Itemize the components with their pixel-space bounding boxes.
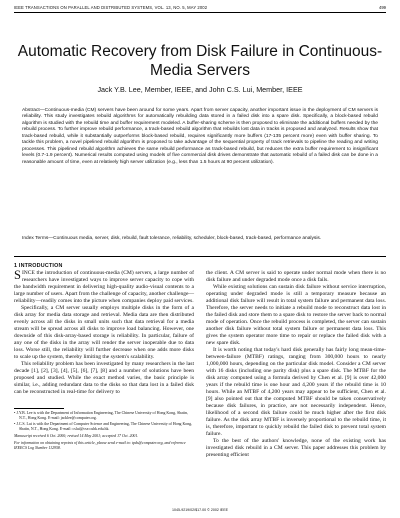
journal-header: IEEE TRANSACTIONS ON PARALLEL AND DISTRIBUTED SYSTEMS, VOL. 13, NO. 5, MAY 2002 bbox=[14, 5, 208, 10]
intro-paragraph-1-text: INCE the introduction of continuous-media (CM) servers, a large number of researchers have investigated ways to improve server capacity to cope with the bandwidth requirement in delivering high-quality audio-visual contents to a large number of users. Apart from the challenge of capacity, another challenge—reliability—readily comes into the picture when companies deploy paid services. bbox=[14, 270, 194, 304]
intro-paragraph-1 bbox=[14, 270, 194, 305]
section-rule bbox=[14, 256, 386, 257]
footnote-rule bbox=[14, 408, 64, 409]
intro-paragraph-3: This reliability problem has been investigated by many researchers in the last decade [1], [2], [3], [4], [5], [6], [7], [8] and a number of solutions have been proposed and studied. While the exact method varies, the basic principle is similar, i.e., adding redundant data to the disks so that data lost in a failed disk can be reconstructed in real-time for delivery to bbox=[14, 361, 194, 395]
section-heading: 1 INTRODUCTION bbox=[14, 263, 63, 269]
left-column bbox=[14, 270, 194, 396]
index-terms: Index Terms—Continuous media, server, disk, rebuild, fault tolerance, reliability, scheduler, block-based, track-based, performance analysis. bbox=[22, 236, 322, 241]
reprints-note: For information on obtaining reprints of this article, please send e-mail to: tpds@computer.org, and reference IEEECS Log Number 112958. bbox=[14, 440, 186, 450]
manuscript-note: Manuscript received 6 Oct. 2000; revised 14 May 2001; accepted 17 Oct. 2001. bbox=[14, 433, 139, 438]
header-rule bbox=[14, 12, 386, 13]
copyright-line: 1045-9219/02/$17.00 © 2002 IEEE bbox=[172, 508, 228, 512]
footnotes bbox=[14, 411, 194, 451]
intro-paragraph-5: While existing solutions can sustain disk failure without service interruption, operating under degraded mode is still a temporary measure because an additional disk failure will result in total system failure and permanent data loss. Therefore, the server needs to initiate a rebuild mode to reconstruct data lost in the failed disk and store them to a spare disk to restore the server back to normal mode of operation. Once the rebuild process is completed, the server can sustain another disk failure without total system failure or permanent data loss. This gives the system operator more time to repair or replace the failed disk with a new spare disk. bbox=[206, 284, 386, 346]
paper-title: Automatic Recovery from Disk Failure in Continuous-Media Servers bbox=[17, 43, 383, 79]
abstract: Abstract—Continuous-media (CM) servers have been around for some years. Apart from server capacity, another important issue in the deployment of CM servers is reliability. This study investigates rebuild algorithms for automatically rebuilding data stored in a failed disk into a spare disk. Specifically, a block-based rebuild algorithm is studied with the rebuild time and buffer requirement modeled. A buffer-sharing scheme is then proposed to eliminate the additional buffers needed by the rebuild process. To further improve rebuild performance, a track-based rebuild algorithm that rebuilds lost data in tracks is proposed and analyzed. Results show that track-based rebuild, while it substantially outperforms block-based rebuild, requires significantly more buffers (17-135 percent more) even with buffer sharing. To tackle this problem, a novel pipelined rebuild algorithm is proposed to take advantage of the sequential property of track retrievals to pipeline the reading and writing processes. This pipelined rebuild algorithm achieves the same rebuild performance as track-based rebuild, but reduces the extra buffer requirement to insignificant levels (0.7-1.9 percent). Numerical results computed using models of five commercial disk drives demonstrate that automatic rebuild of a failed disk can be done in a reasonable amount of time, even at relatively high server utilization (e.g., less than 1.5 hours at 90 percent utilization). bbox=[22, 108, 378, 165]
intro-paragraph-7: To the best of the authors' knowledge, none of the existing work has investigated disk rebuild in a CM server. This paper addresses this problem by presenting efficient bbox=[206, 438, 386, 458]
right-column bbox=[206, 270, 386, 459]
paper-authors: Jack Y.B. Lee, Member, IEEE, and John C.S. Lui, Member, IEEE bbox=[97, 85, 303, 94]
intro-paragraph-6: It is worth noting that today's hard disk generally has fairly long mean-time-between-failure (MTBF) ratings, ranging from 300,000 hours to nearly 1,000,000 hours, depending on the particular disk model. Consider a CM server with 16 disks (including one parity disk) plus a spare disk. The MTBF for the disk array computed using a formula derived by Chen et al. [9] is over 42,000 years if the rebuild time is one hour and 4,200 years if the rebuild time is 10 hours. While an MTBF of 4,200 years may appear to be sufficient, Chen et al. [9] also pointed out that the computed MTBF should be taken conservatively because disk failures, in practice, are not necessarily independent. Hence, likelihood of a second disk failure could be much higher after the first disk failure. As the disk array MTBF is inversely proportional to the rebuild time, it is, therefore, important to quickly rebuild the failed disk to prevent total system failure. bbox=[206, 347, 386, 437]
intro-paragraph-4: the client. A CM server is said to operate under normal mode when there is no disk failure and under degraded mode once a disk fails. bbox=[206, 270, 386, 283]
page-number: 499 bbox=[379, 5, 386, 10]
intro-paragraph-2: Specifically, a CM server usually employs multiple disks in the form of a disk array for media data storage and retrieval. Media data are then distributed evenly across all the disks in small units such that data retrieval for a media stream will be spread across all disks to improve load balancing. However, one downside of this disk-array-based storage is reliability. In particular, failure of any one of the disks in the array will render the server inoperable due to data loss. Worse still, the reliability will further decrease when one adds more disks to scale up the system, thereby limiting the system's scalability. bbox=[14, 305, 194, 360]
affiliation-footnote-2: • J.C.S. Lui is with the Department of Computer Science and Engineering, The Chinese University of Hong Kong, Shatin, N.T., Hong Kong. E-mail: cslui@cse.cuhk.edu.hk. bbox=[14, 421, 193, 431]
drop-cap: S bbox=[14, 268, 21, 282]
affiliation-footnote-1: • J.Y.B. Lee is with the Department of Information Engineering, The Chinese University of Hong Kong, Shatin, N.T., Hong Kong. E-mail: jacklee@computer.org. bbox=[14, 411, 188, 420]
